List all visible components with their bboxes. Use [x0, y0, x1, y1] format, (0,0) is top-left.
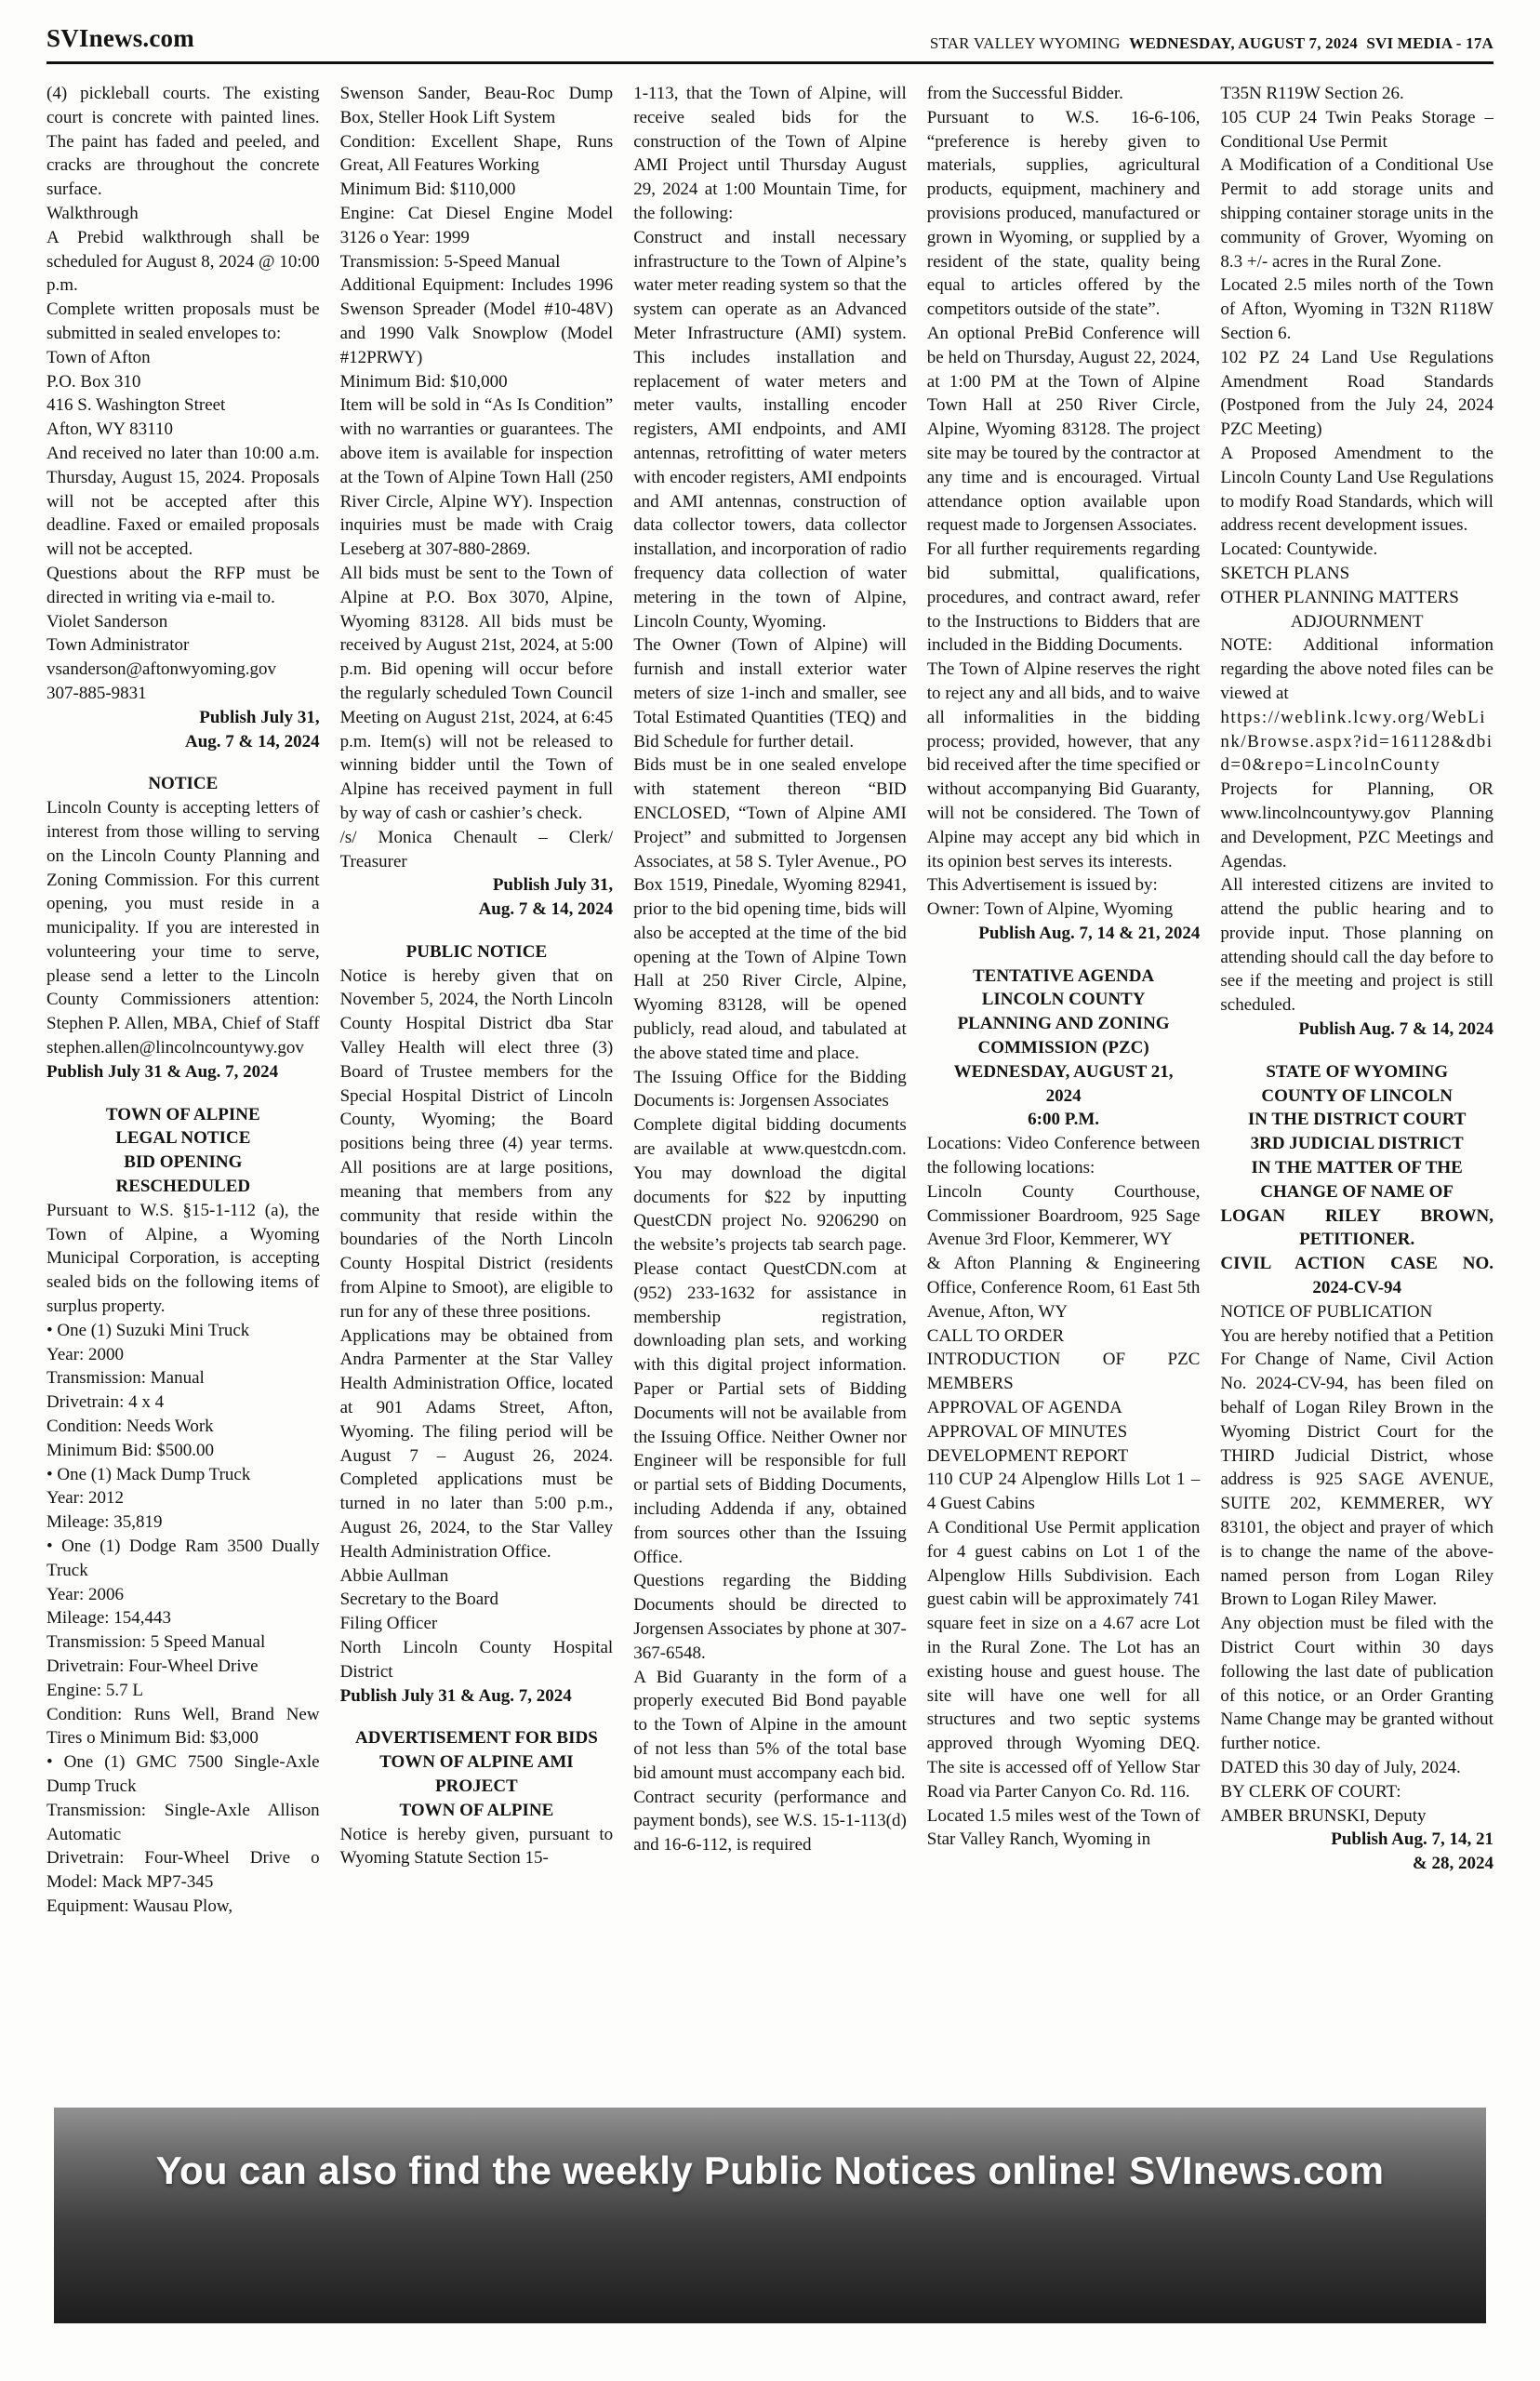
issue-location: STAR VALLEY WYOMING	[929, 34, 1121, 52]
notice-text: SKETCH PLANS	[1220, 563, 1350, 583]
notice-heading: STATE OF WYOMING	[1266, 1061, 1448, 1082]
notice-text: Year: 2000	[46, 1344, 125, 1364]
notice-text: Engine: Cat Diesel Engine Model 3126 o Year: 1999	[339, 203, 614, 247]
notice-text: 307-885-9831	[46, 683, 147, 703]
notice-text: Located: Countywide.	[1220, 539, 1378, 560]
notice-text: Drivetrain: Four-Wheel Drive	[46, 1656, 259, 1676]
notice-heading: PROJECT	[435, 1776, 518, 1796]
notice-text: Condition: Needs Work	[46, 1417, 214, 1437]
notice-heading: TENTATIVE AGENDA	[973, 965, 1155, 986]
notice-text: Violet Sanderson	[46, 611, 168, 632]
notice-text: Condition: Runs Well, Brand New Tires o Minimum Bid: $3,000	[46, 1704, 320, 1749]
notice-column-1	[46, 82, 320, 2026]
notice-text: 110 CUP 24 Alpenglow Hills Lot 1 – 4 Guest Cabins	[926, 1470, 1201, 1514]
notice-text: Owner: Town of Alpine, Wyoming	[926, 899, 1174, 920]
notice-text: Abbie Aullman	[339, 1565, 449, 1586]
masthead	[46, 24, 1494, 53]
notice-text: The Town of Alpine reserves the right to reject any and all bids, and to waive all informalities in the bidding process; provided, however, that any bid received after the time specified or without accompanying Bid Guaranty, will not be considered. The Town of Alpine may accept any bid which in its opinion best serves its interests.	[926, 659, 1201, 871]
notice-text: Minimum Bid: $500.00	[46, 1440, 214, 1460]
notice-text: Drivetrain: Four-Wheel Drive o Model: Mack MP7-345	[46, 1848, 320, 1893]
notice-text: Questions about the RFP must be directed in writing via e-mail to.	[46, 563, 320, 607]
notice-text: • One (1) Mack Dump Truck	[46, 1464, 251, 1484]
notice-text: For all further requirements regarding bid submittal, qualifications, procedures, and contract award, refer to the Instructions to Bidders that are included in the Bidding Documents.	[926, 539, 1201, 656]
notice-text: Located 1.5 miles west of the Town of Star Valley Ranch, Wyoming in	[926, 1805, 1201, 1850]
notice-text: Lincoln County Courthouse, Commissioner Boardroom, 925 Sage Avenue 3rd Floor, Kemmerer, WY	[926, 1181, 1201, 1250]
notice-text: Publish Aug. 7 & 14, 2024	[1298, 1019, 1494, 1040]
notice-column-2	[340, 82, 614, 2026]
notice-text: Year: 2006	[46, 1584, 125, 1604]
notice-text: https://weblink.lcwy.org/WebLink/Browse.aspx?id=161128&dbid=0&repo=LincolnCounty	[1220, 707, 1494, 776]
notice-text: Town Administrator	[46, 635, 190, 656]
notice-text: NOTICE OF PUBLICATION	[1220, 1301, 1433, 1322]
notice-heading: BID OPENING	[124, 1152, 243, 1173]
notice-text: Town of Afton	[46, 347, 151, 367]
notice-text: Mileage: 35,819	[46, 1512, 163, 1533]
notice-text: Item will be sold in “As Is Condition” with no warranties or guarantees. The above item is available for inspection at the Town of Alpine Town Hall (250 River Circle, Alpine WY). Inspection inquiries must be made with Craig Leseberg at 307-880-2869.	[339, 395, 614, 560]
notice-text: Transmission: 5 Speed Manual	[46, 1632, 266, 1653]
notice-text: Aug. 7 & 14, 2024	[184, 731, 320, 752]
notice-heading: COMMISSION (PZC)	[977, 1038, 1149, 1058]
notice-text: Engine: 5.7 L	[46, 1680, 143, 1700]
notice-text: BY CLERK OF COURT:	[1220, 1781, 1401, 1802]
notice-text: Publish July 31 & Aug. 7, 2024	[339, 1685, 572, 1706]
notice-text: Construct and install necessary infrastructure to the Town of Alpine’s water meter reading system so that the system can operate as an Advanced Meter Infrastructure (AMI) system. This includes installation and replacement of water meters and meter vaults, installing encoder registers, AMI endpoints, and AMI antennas, retrofitting of water meters with encoder registers, AMI endpoints and AMI antennas, construction of data collector towers, data collector installation, and incorporation of radio frequency data collection of water metering in the town of Alpine, Lincoln County, Wyoming.	[633, 227, 907, 632]
notice-text: Drivetrain: 4 x 4	[46, 1392, 165, 1413]
notice-heading: 6:00 P.M.	[1028, 1110, 1100, 1130]
notice-heading: TOWN OF ALPINE	[399, 1800, 554, 1820]
notice-heading: LOGAN RILEY BROWN,	[1220, 1205, 1494, 1226]
notice-text: Publish July 31,	[199, 707, 320, 727]
notice-text: Swenson Sander, Beau-Roc Dump Box, Steller Hook Lift System	[339, 84, 614, 127]
issue-line	[925, 34, 1494, 53]
notice-text: Any objection must be filed with the District Court within 30 days following the last date of publication of this notice, or an Order Granting Name Change may be granted without further notice.	[1220, 1614, 1494, 1754]
notice-text: All bids must be sent to the Town of Alpine at P.O. Box 3070, Alpine, Wyoming 83128. All bids must be received by August 21st, 2024, at 5:00 p.m. Bid opening will occur before the regularly scheduled Town Council Meeting on August 21st, 2024, at 6:45 p.m. Item(s) will not be released to winning bidder until the Town of Alpine has received payment in full by way of cash or cashier’s check.	[339, 563, 614, 823]
masthead-rule	[46, 61, 1494, 64]
notice-text: Notice is hereby given that on November 5, 2024, the North Lincoln County Hospital District dba Star Valley Health will elect three (3) Board of Trustee members for the Special Hospital District of Lincoln County, Wyoming; the Board positions being three (4) year terms. All positions are at large positions, meaning that members from any community that reside within the boundaries of the North Lincoln County Hospital District (residents from Alpine to Smoot), are eligible to run for any of these three positions.	[339, 965, 614, 1322]
notice-heading: 2024	[1045, 1085, 1082, 1106]
notice-heading: ADVERTISEMENT FOR BIDS	[354, 1728, 598, 1749]
notice-text: APPROVAL OF MINUTES	[926, 1421, 1128, 1442]
notice-heading: 2024-CV-94	[1312, 1278, 1402, 1298]
notice-text: All interested citizens are invited to attend the public hearing and to provide input. Those planning on attending should call the day before to see if the meeting and project is still scheduled.	[1220, 875, 1494, 1016]
notice-text: Contract security (performance and payment bonds), see W.S. 15-1-113(d) and 16-6-112, is required	[633, 1787, 907, 1856]
notice-text: (4) pickleball courts. The existing court is concrete with painted lines. The paint has faded and peeled, and cracks are throughout the concrete surface.	[46, 84, 320, 200]
notice-text: INTRODUCTION OF PZC MEMBERS	[926, 1350, 1201, 1394]
notice-text: Transmission: Manual	[46, 1368, 205, 1389]
notice-text: • One (1) Suzuki Mini Truck	[46, 1320, 250, 1340]
notice-heading: 3RD JUDICIAL DISTRICT	[1250, 1134, 1464, 1154]
issue-edition: SVI MEDIA - 17A	[1366, 34, 1494, 52]
notice-text: This Advertisement is issued by:	[926, 875, 1158, 896]
notice-text: Complete written proposals must be submitted in sealed envelopes to:	[46, 299, 320, 343]
notice-text: Equipment: Wausau Plow,	[46, 1895, 233, 1916]
notice-heading: TOWN OF ALPINE	[105, 1104, 260, 1124]
notice-heading: LINCOLN COUNTY	[981, 990, 1146, 1010]
notice-text: You are hereby notified that a Petition For Change of Name, Civil Action No. 2024-CV-94, has been filed on behalf of Logan Riley Brown in the Wyoming District Court for the THIRD Judicial District, whose address is 925 SAGE AVENUE, SUITE 202, KEMMERER, WY 83101, the object and prayer of which is to change the name of the above-named person from Logan Riley Brown to Logan Riley Mawer.	[1220, 1325, 1494, 1610]
public-notices-columns	[46, 82, 1494, 2026]
notice-text: Locations: Video Conference between the following locations:	[926, 1134, 1201, 1178]
notice-text: An optional PreBid Conference will be held on Thursday, August 22, 2024, at 1:00 PM at the Town of Alpine Town Hall at 250 River Circle, Alpine, Wyoming 83128. The project site may be toured by the contractor at any time and is encouraged. Virtual attendance option available upon request made to Jorgensen Associates.	[926, 323, 1201, 536]
notice-text: Complete digital bidding documents are available at www.questcdn.com. You may download the digital documents for $22 by inputting QuestCDN project No. 9206290 on the website’s projects tab search page. Please contact QuestCDN.com at (952) 233-1632 for assistance in membership registration, downloading plan sets, and working with this digital project information. Paper or Partial sets of Bidding Documents will not be available from the Issuing Office. Neither Owner nor Engineer will be responsible for full or partial sets of Bidding Documents, including Addenda if any, obtained from sources other than the Issuing Office.	[633, 1115, 907, 1567]
notice-text: 416 S. Washington Street	[46, 395, 226, 416]
notice-text: Condition: Excellent Shape, Runs Great, All Features Working	[339, 131, 614, 176]
notice-text: Pursuant to W.S. §15-1-112 (a), the Town of Alpine, a Wyoming Municipal Corporation, is accepting sealed bids on the following items of surplus property.	[46, 1200, 320, 1317]
notice-text: A Conditional Use Permit application for 4 guest cabins on Lot 1 of the Alpenglow Hills Subdivision. Each guest cabin will be approximately 741 square feet in size on a 4.67 acre Lot in the Rural Zone. The Lot has an existing house and guest house. The site will have one well for all structures and two septic systems approved through Wyoming DEQ. The site is accessed off of Yellow Star Road via Parter Canyon Co. Rd. 116.	[926, 1518, 1201, 1802]
notice-heading: COUNTY OF LINCOLN	[1261, 1085, 1453, 1106]
notice-text: North Lincoln County Hospital District	[339, 1638, 614, 1682]
notice-text: OTHER PLANNING MATTERS	[1220, 587, 1459, 607]
notice-heading: IN THE MATTER OF THE	[1251, 1158, 1463, 1178]
notice-text: Transmission: 5-Speed Manual	[339, 251, 561, 272]
notice-text: ADJOURNMENT	[1290, 611, 1424, 632]
notice-heading: TOWN OF ALPINE AMI	[379, 1752, 574, 1773]
notice-text: Pursuant to W.S. 16-6-106, “preference is hereby given to materials, supplies, agricultural products, equipment, machinery and provisions produced, manufactured or grown in Wyoming, or supplied by a resident of the state, quality being equal to articles offered by the competitors outside of the state”.	[926, 107, 1201, 320]
issue-date: WEDNESDAY, AUGUST 7, 2024	[1129, 34, 1358, 52]
notice-text: Secretary to the Board	[339, 1590, 498, 1610]
notice-heading: PUBLIC NOTICE	[405, 941, 548, 962]
notice-text: Afton, WY 83110	[46, 419, 173, 440]
notice-text: NOTE: Additional information regarding the above noted files can be viewed at	[1220, 635, 1494, 703]
notice-heading: LEGAL NOTICE	[115, 1128, 251, 1149]
notice-text: DEVELOPMENT REPORT	[926, 1445, 1129, 1466]
notice-text: • One (1) GMC 7500 Single-Axle Dump Truck	[46, 1752, 320, 1796]
notice-text: T35N R119W Section 26.	[1220, 84, 1404, 103]
notice-text: Additional Equipment: Includes 1996 Swenson Spreader (Model #10-48V) and 1990 Valk Snowplow (Model #12PRWY)	[339, 275, 614, 367]
site-name: SVInews.com	[46, 24, 194, 52]
notice-text: Notice is hereby given, pursuant to Wyoming Statute Section 15-	[339, 1824, 614, 1869]
notice-heading: CIVIL ACTION CASE NO.	[1220, 1254, 1494, 1274]
notice-text: Publish July 31 & Aug. 7, 2024	[46, 1061, 279, 1082]
notice-text: P.O. Box 310	[46, 371, 141, 392]
notice-text: Filing Officer	[339, 1614, 438, 1634]
notice-text: & 28, 2024	[1412, 1854, 1494, 1874]
notice-text: Minimum Bid: $10,000	[339, 371, 508, 392]
notice-heading: NOTICE	[148, 774, 219, 794]
notice-text: 105 CUP 24 Twin Peaks Storage – Conditional Use Permit	[1220, 107, 1494, 152]
notice-heading: CHANGE OF NAME OF	[1260, 1181, 1454, 1202]
notice-text: Walkthrough	[46, 203, 139, 223]
notice-text: And received no later than 10:00 a.m. Thursday, August 15, 2024. Proposals will not be accepted after this deadline. Faxed or emailed proposals will not be accepted.	[46, 443, 320, 560]
notice-column-4	[927, 82, 1201, 2026]
notice-text: A Modification of a Conditional Use Permit to add storage units and shipping container storage units in the community of Grover, Wyoming on 8.3 +/- acres in the Rural Zone.	[1220, 155, 1494, 272]
notice-text: Bids must be in one sealed envelope with statement thereon “BID ENCLOSED, “Town of Alpine AMI Project” and submitted to Jorgensen Associates, at 58 S. Tyler Avenue., PO Box 1519, Pinedale, Wyoming 82941, prior to the bid opening time, bids will also be accepted at the time of the bid opening at the Town of Alpine Town Hall at 250 River Circle, Alpine, Wyoming 83128, will be opened publicly, read aloud, and tabulated at the above stated time and place.	[633, 755, 907, 1063]
notice-text: • One (1) Dodge Ram 3500 Dually Truck	[46, 1536, 320, 1580]
notice-text: /s/ Monica Chenault – Clerk/ Treasurer	[339, 827, 614, 871]
notice-text: Projects for Planning, OR www.lincolncountywy.gov Planning and Development, PZC Meetings and Agendas.	[1220, 779, 1494, 871]
notice-text: 1-113, that the Town of Alpine, will receive sealed bids for the construction of the Town of Alpine AMI Project until Thursday August 29, 2024 at 1:00 Mountain Time, for the following:	[633, 84, 907, 223]
notice-heading: PLANNING AND ZONING	[957, 1014, 1170, 1034]
notice-text: Lincoln County is accepting letters of interest from those willing to serving on the Lincoln County Planning and Zoning Commission. For this current opening, you must reside in a municipality. If you are interested in volunteering your time to serve, please send a letter to the Lincoln County Commissioners attention: Stephen P. Allen, MBA, Chief of Staff stephen.allen@lincolncountywy.gov	[46, 798, 320, 1058]
notice-text: Located 2.5 miles north of the Town of Afton, Wyoming in T32N R118W Section 6.	[1220, 275, 1494, 343]
notice-column-3	[633, 82, 907, 2026]
notice-text: Year: 2012	[46, 1488, 125, 1509]
notice-text: Mileage: 154,443	[46, 1608, 172, 1629]
notice-text: DATED this 30 day of July, 2024.	[1220, 1757, 1461, 1777]
notice-text: Publish July 31,	[492, 875, 614, 896]
notice-text: 102 PZ 24 Land Use Regulations Amendment Road Standards (Postponed from the July 24, 2024 PZC Meeting)	[1220, 347, 1494, 440]
notice-text: Minimum Bid: $110,000	[339, 180, 516, 200]
notice-text: Applications may be obtained from Andra Parmenter at the Star Valley Health Administration Office, located at 901 Adams Street, Afton, Wyoming. The filing period will be August 7 – August 26, 2024. Completed applications must be turned in no later than 5:00 p.m., August 26, 2024, to the Star Valley Health Administration Office.	[339, 1325, 614, 1562]
notice-column-5	[1220, 82, 1494, 2026]
notice-text: Publish Aug. 7, 14, 21	[1331, 1829, 1494, 1850]
notice-text: APPROVAL OF AGENDA	[926, 1398, 1122, 1418]
notice-text: A Proposed Amendment to the Lincoln County Land Use Regulations to modify Road Standards, which will address recent development issues.	[1220, 443, 1494, 536]
notice-heading: RESCHEDULED	[115, 1177, 251, 1197]
notice-text: Aug. 7 & 14, 2024	[478, 899, 614, 920]
notice-text: AMBER BRUNSKI, Deputy	[1220, 1805, 1427, 1826]
notice-text: Questions regarding the Bidding Documents should be directed to Jorgensen Associates by phone at 307-367-6548.	[633, 1571, 907, 1663]
notice-text: A Bid Guaranty in the form of a properly executed Bid Bond payable to the Town of Alpine in the amount of not less than 5% of the total base bid amount must accompany each bid.	[633, 1667, 907, 1783]
notice-text: & Afton Planning & Engineering Office, Conference Room, 61 East 5th Avenue, Afton, WY	[926, 1254, 1201, 1322]
public-notices-online-banner	[54, 2108, 1486, 2323]
notice-text: vsanderson@aftonwyoming.gov	[46, 659, 277, 680]
notice-heading: WEDNESDAY, AUGUST 21,	[953, 1061, 1174, 1082]
notice-text: from the Successful Bidder.	[926, 84, 1123, 103]
banner-text: You can also find the weekly Public Notices online! SVInews.com	[155, 2148, 1385, 2192]
notice-text: CALL TO ORDER	[926, 1325, 1065, 1346]
notice-heading: IN THE DISTRICT COURT	[1247, 1110, 1467, 1130]
notice-heading: PETITIONER.	[1299, 1230, 1415, 1250]
notice-text: A Prebid walkthrough shall be scheduled for August 8, 2024 @ 10:00 p.m.	[46, 227, 320, 296]
notice-text: The Issuing Office for the Bidding Documents is: Jorgensen Associates	[633, 1067, 907, 1111]
notice-text: Publish Aug. 7, 14 & 21, 2024	[978, 923, 1201, 943]
notice-text: Transmission: Single-Axle Allison Automatic	[46, 1800, 320, 1844]
notice-text: The Owner (Town of Alpine) will furnish and install exterior water meters of size 1-inch and smaller, see Total Estimated Quantities (TEQ) and Bid Schedule for further detail.	[633, 635, 907, 752]
